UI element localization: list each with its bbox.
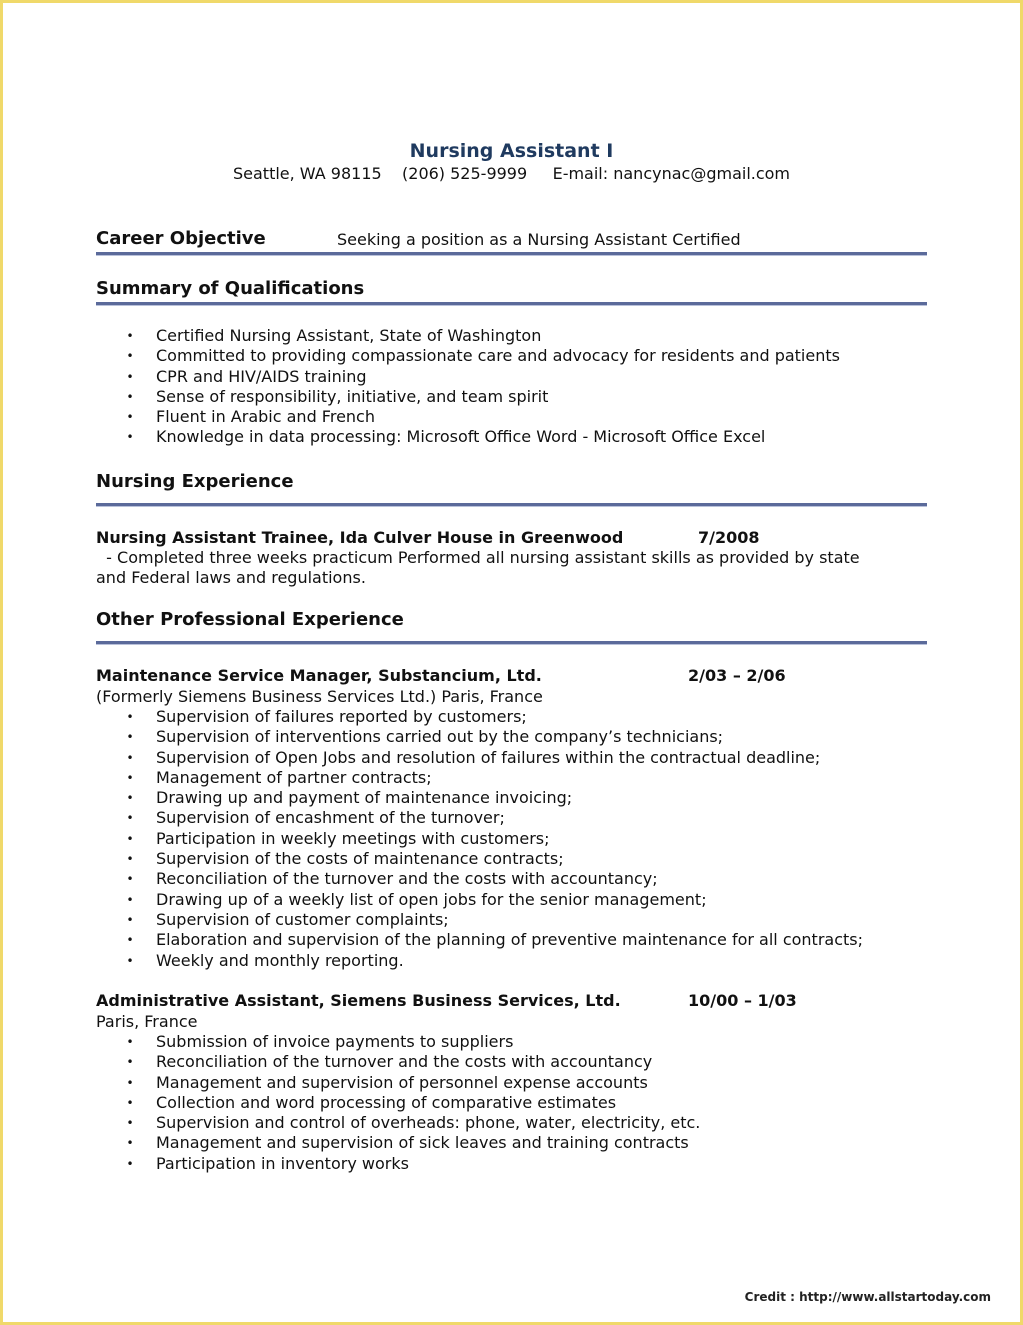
job1-subtitle: (Formerly Siemens Business Services Ltd.) Paris, France (96, 687, 543, 706)
list-item (0, 1093, 1023, 1113)
list-item (0, 387, 1023, 407)
job2-subtitle: Paris, France (96, 1012, 198, 1031)
list-item-text: Submission of invoice payments to suppliers (156, 1032, 514, 1051)
list-item (0, 869, 1023, 889)
nursing-job-description-line2: and Federal laws and regulations. (96, 568, 366, 587)
list-item-text: Supervision of customer complaints; (156, 909, 449, 929)
bullet-icon: • (126, 933, 134, 948)
list-item (0, 1032, 1023, 1052)
list-item (0, 346, 1023, 366)
bullet-icon: • (126, 430, 134, 445)
bullet-icon: • (126, 730, 134, 745)
bullet-icon: • (126, 770, 134, 785)
list-item-text: Supervision of Open Jobs and resolution of failures within the contractual deadline; (156, 747, 821, 767)
list-item-text: Sense of responsibility, initiative, and team spirit (156, 386, 549, 406)
resume-title: Nursing Assistant I (409, 140, 614, 162)
list-item-text: Drawing up and payment of maintenance invoicing; (156, 788, 573, 808)
credit-link[interactable]: Credit : http://www.allstartoday.com (744, 1290, 991, 1304)
list-item (0, 727, 1023, 747)
job2-duties-list (0, 1032, 1023, 1174)
qualifications-list (0, 326, 1023, 448)
other-experience-heading: Other Professional Experience (96, 609, 404, 630)
list-item-text: Participation in inventory works (156, 1153, 409, 1173)
list-item-text: Committed to providing compassionate care and advocacy for residents and patients (156, 346, 840, 366)
list-item (0, 367, 1023, 387)
bullet-icon: • (126, 912, 134, 927)
bullet-icon: • (126, 349, 134, 364)
bullet-icon: • (126, 811, 134, 826)
bullet-icon: • (126, 1156, 134, 1171)
list-item (0, 808, 1023, 828)
bullet-icon: • (126, 831, 134, 846)
list-item-text: Management and supervision of sick leaves and training contracts (156, 1133, 689, 1153)
section-divider (96, 641, 927, 645)
list-item-text: Fluent in Arabic and French (156, 407, 375, 427)
list-item-text: Supervision of encashment of the turnover; (156, 808, 505, 828)
list-item (0, 849, 1023, 869)
list-item-text: Supervision and control of overheads: phone, water, electricity, etc. (156, 1113, 701, 1133)
bullet-icon: • (126, 389, 134, 404)
job2-title: Administrative Assistant, Siemens Business Services, Ltd. (96, 991, 621, 1010)
list-item (0, 910, 1023, 930)
job1-title: Maintenance Service Manager, Substancium, Ltd. (96, 666, 542, 685)
list-item (0, 1113, 1023, 1133)
bullet-icon: • (126, 329, 134, 343)
bullet-icon: • (126, 791, 134, 806)
contact-line: Seattle, WA 98115 (206) 525-9999 E-mail: nancynac@gmail.com (232, 164, 791, 183)
job1-date: 2/03 – 2/06 (688, 666, 786, 685)
bullet-icon: • (126, 1136, 134, 1151)
list-item-text: Management of partner contracts; (156, 767, 432, 787)
list-item (0, 788, 1023, 808)
job2-date: 10/00 – 1/03 (688, 991, 797, 1010)
bullet-icon: • (126, 710, 134, 724)
list-item-text: Supervision of failures reported by customers; (156, 707, 527, 726)
list-item (0, 407, 1023, 427)
list-item-text: Participation in weekly meetings with customers; (156, 828, 550, 848)
list-item-text: Reconciliation of the turnover and the costs with accountancy (156, 1052, 653, 1072)
section-divider (96, 503, 927, 507)
bullet-icon: • (126, 1075, 134, 1090)
bullet-icon: • (126, 1095, 134, 1110)
list-item (0, 768, 1023, 788)
bullet-icon: • (126, 1116, 134, 1131)
nursing-job-title: Nursing Assistant Trainee, Ida Culver House in Greenwood (96, 528, 624, 547)
nursing-experience-heading: Nursing Experience (96, 471, 294, 492)
list-item-text: Knowledge in data processing: Microsoft Office Word - Microsoft Office Excel (156, 427, 766, 447)
career-objective-heading: Career Objective (96, 228, 266, 249)
bullet-icon: • (126, 892, 134, 907)
bullet-icon: • (126, 872, 134, 887)
list-item-text: Weekly and monthly reporting. (156, 950, 404, 970)
bullet-icon: • (126, 750, 134, 765)
bullet-icon: • (126, 953, 134, 968)
bullet-icon: • (126, 1035, 134, 1049)
list-item (0, 1073, 1023, 1093)
list-item-text: Drawing up of a weekly list of open jobs for the senior management; (156, 889, 707, 909)
list-item (0, 890, 1023, 910)
bullet-icon: • (126, 369, 134, 384)
job1-duties-list (0, 707, 1023, 971)
section-divider (96, 252, 927, 256)
career-objective-text: Seeking a position as a Nursing Assistant Certified (337, 230, 741, 249)
list-item (0, 1133, 1023, 1153)
list-item-text: Management and supervision of personnel expense accounts (156, 1072, 648, 1092)
list-item-text: Elaboration and supervision of the planning of preventive maintenance for all contracts; (156, 930, 863, 950)
list-item-text: Certified Nursing Assistant, State of Washington (156, 326, 542, 345)
list-item-text: Supervision of interventions carried out by the company’s technicians; (156, 727, 724, 747)
bullet-icon: • (126, 1055, 134, 1070)
bullet-icon: • (126, 410, 134, 425)
nursing-job-description-line1: - Completed three weeks practicum Performed all nursing assistant skills as provided by state (96, 548, 860, 567)
list-item (0, 748, 1023, 768)
list-item-text: Reconciliation of the turnover and the costs with accountancy; (156, 869, 658, 889)
section-divider (96, 302, 927, 306)
list-item (0, 1154, 1023, 1174)
list-item-text: Collection and word processing of comparative estimates (156, 1092, 617, 1112)
list-item-text: CPR and HIV/AIDS training (156, 366, 367, 386)
list-item (0, 707, 1023, 727)
list-item (0, 427, 1023, 447)
list-item (0, 829, 1023, 849)
nursing-job-date: 7/2008 (698, 528, 760, 547)
list-item-text: Supervision of the costs of maintenance contracts; (156, 849, 564, 869)
list-item (0, 1052, 1023, 1072)
bullet-icon: • (126, 852, 134, 867)
list-item (0, 326, 1023, 346)
list-item (0, 951, 1023, 971)
list-item (0, 930, 1023, 950)
qualifications-heading: Summary of Qualifications (96, 278, 365, 299)
